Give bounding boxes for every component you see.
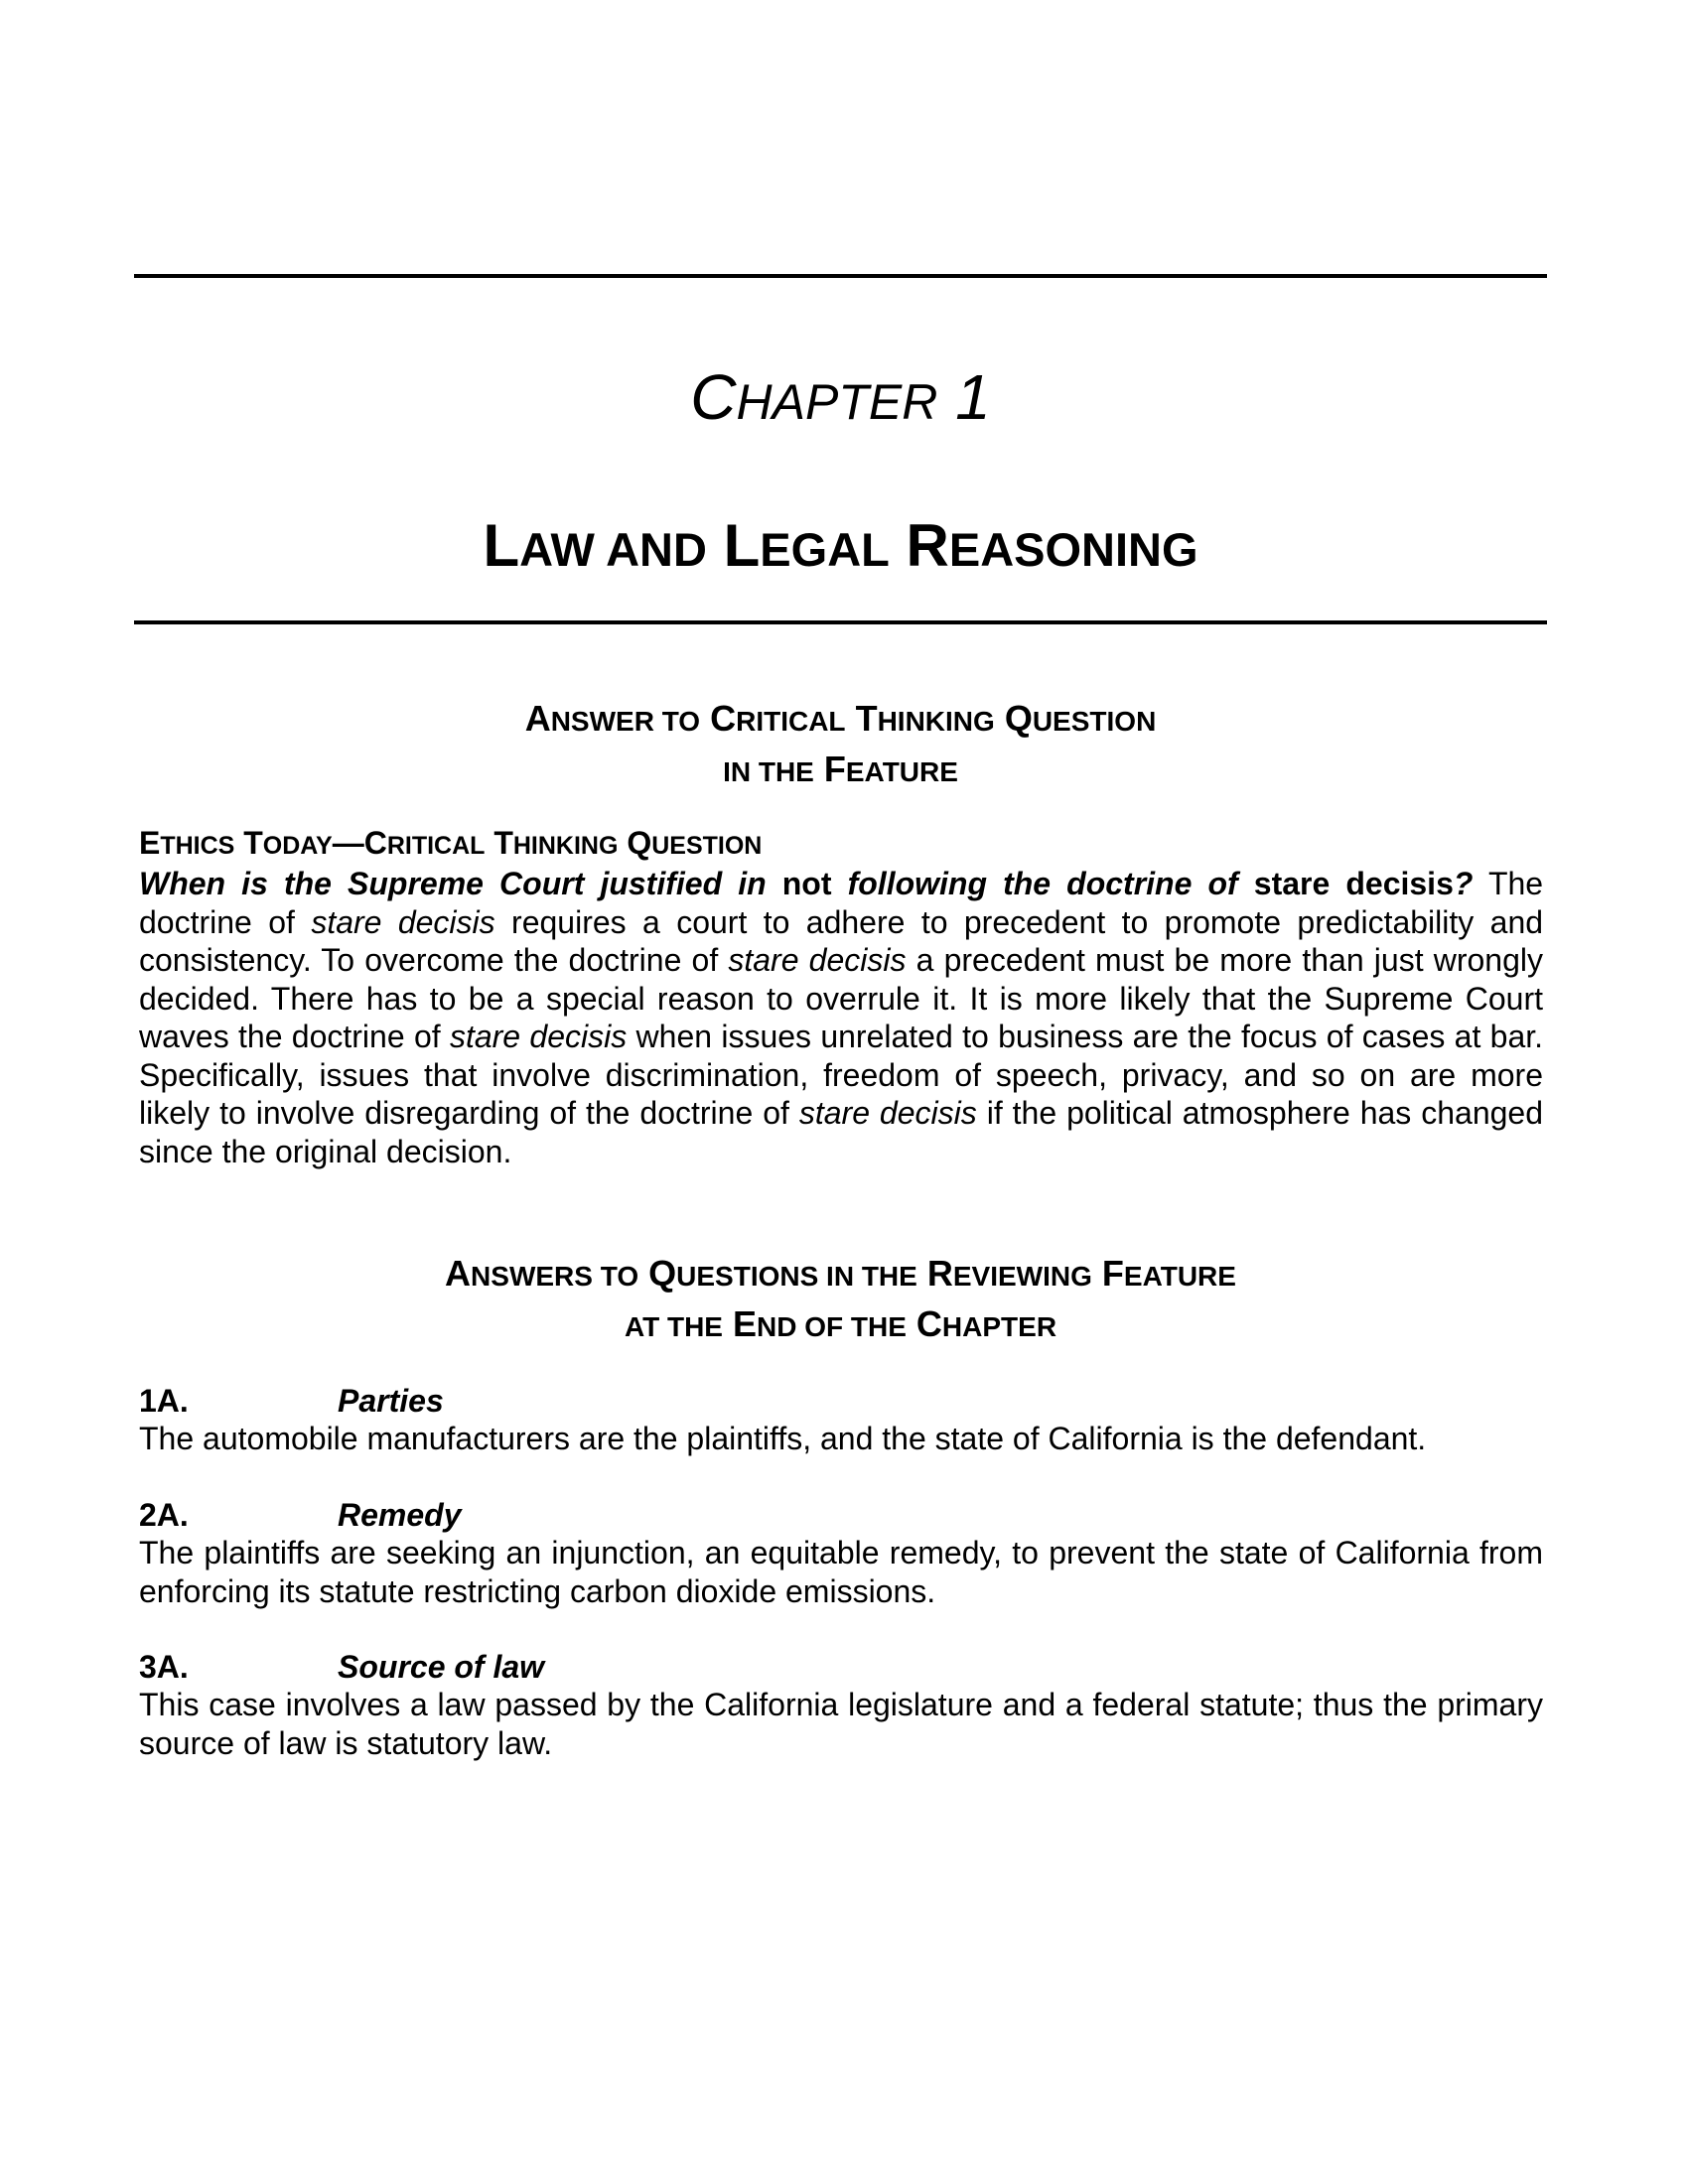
section-heading-critical-thinking-line2: IN THE FEATURE (723, 749, 958, 789)
answer-item (139, 1648, 1543, 1762)
section-heading-critical-thinking: ANSWER TO CRITICAL THINKING QUESTION (524, 698, 1157, 739)
answer-title: Source of law (338, 1649, 545, 1685)
ethics-today-heading: ETHICS TODAY—CRITICAL THINKING QUESTION (139, 825, 763, 861)
bottom-rule (134, 620, 1547, 624)
answer-text: This case involves a law passed by the California legislature and a federal statute; thus the primary source of law is statutory law. (139, 1687, 1543, 1761)
section-heading-reviewing-feature: ANSWERS TO QUESTIONS IN THE REVIEWING FEATURE (445, 1253, 1236, 1294)
answer-number: 1A. (139, 1383, 189, 1419)
answer-item (139, 1496, 1543, 1610)
answer-title: Parties (338, 1383, 444, 1419)
ethics-question-answer: When is the Supreme Court justified in not following the doctrine of stare decisis? The doctrine of stare decisis requires a court to adhere to precedent to promote predictability and consistency. To overcome the doctrine of stare decisis a precedent must be more than just wrongly decided. There has to be a special reason to overrule it. It is more likely that the Supreme Court waves the doctrine of stare decisis when issues unrelated to business are the focus of cases at bar. Specifically, issues that involve discrimination, freedom of speech, privacy, and so on are more likely to involve disregarding of the doctrine of stare decisis if the political atmosphere has changed since the original decision. (139, 866, 1544, 1169)
top-rule (134, 274, 1547, 278)
answer-item (139, 1382, 1543, 1458)
ethics-answer: The doctrine of (139, 866, 1544, 940)
section-heading-reviewing-feature-line2: AT THE END OF THE CHAPTER (624, 1303, 1057, 1344)
chapter-title: LAW AND LEGAL REASONING (483, 512, 1198, 579)
answer-text: The automobile manufacturers are the plaintiffs, and the state of California is the defendant. (139, 1421, 1427, 1456)
ethics-today-section (139, 824, 1543, 1170)
chapter-label: CHAPTER 1 (690, 361, 991, 433)
answer-title: Remedy (338, 1497, 462, 1533)
answer-number: 2A. (139, 1497, 189, 1533)
answer-number: 3A. (139, 1649, 189, 1685)
answer-text: The plaintiffs are seeking an injunction, an equitable remedy, to prevent the state of California from enforcing its statute restricting carbon dioxide emissions. (139, 1535, 1543, 1609)
ethics-question: When is the Supreme Court justified in (139, 866, 767, 901)
